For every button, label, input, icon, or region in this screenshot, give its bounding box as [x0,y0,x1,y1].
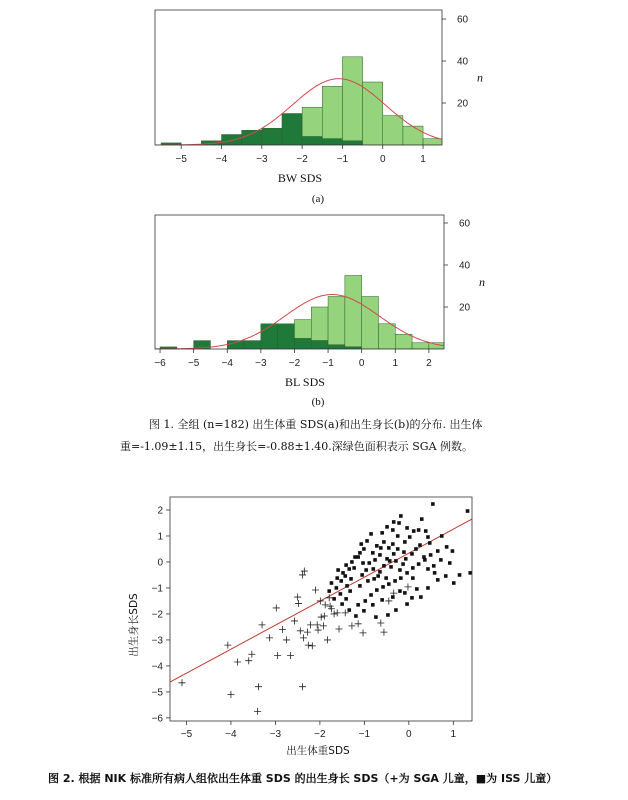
histogram-bw-sds [155,10,483,205]
scatter-point-square [354,614,358,618]
scatter-point-square [364,568,368,572]
scatter-point-plus [255,683,262,690]
scatter-point-square [345,584,349,588]
y-axis-title: 出生身长SDS [128,593,140,657]
scatter-point-square [367,561,371,565]
scatter-point-plus [304,629,311,636]
scatter-point-square [371,603,375,607]
scatter-point-square [396,534,400,538]
scatter-point-square [344,597,348,601]
scatter-point-square [389,565,393,569]
scatter-point-square [423,558,427,562]
histogram-bar-sga [342,141,362,145]
scatter-point-square [399,514,403,518]
scatter-point-square [369,593,373,597]
histogram-bar [322,86,342,138]
scatter-point-square [382,564,386,568]
y-tick-label: 60 [457,14,469,26]
histogram-bar [363,82,383,145]
scatter-point-square [412,529,416,533]
scatter-point-square [401,562,405,566]
scatter-point-plus [380,629,387,636]
scatter-point-square [361,561,365,565]
scatter-point-square [371,567,375,571]
scatter-point-square [387,546,391,550]
scatter-point-plus [318,614,325,621]
scatter-points [170,502,472,715]
x-tick-label: 0 [358,358,365,369]
histogram-bar-sga [244,341,261,349]
scatter-point-square [436,549,440,553]
panel-label: (b) [311,396,325,408]
x-tick-label: −4 [221,358,233,369]
scatter-point-plus [283,636,290,643]
scatter-point-square [350,560,354,564]
scatter-point-plus [307,621,314,628]
y-tick-label: 60 [459,218,471,230]
scatter-bw-vs-bl [127,497,472,757]
scatter-point-square [366,579,370,583]
scatter-point-plus [336,626,343,633]
x-tick-label: 1 [450,729,457,740]
scatter-point-square [398,589,402,593]
scatter-point-plus [324,636,331,643]
scatter-point-square [392,520,396,524]
scatter-point-square [411,566,415,570]
scatter-point-square [444,574,448,578]
histogram-bar-sga [222,135,242,145]
scatter-point-plus [274,652,281,659]
scatter-point-plus [377,620,384,627]
figure1-caption-line2: 重=-1.09±1.15，出生身长=-0.88±1.40.深绿色面积表示 SGA 例数。 [120,440,474,453]
scatter-point-plus [179,679,186,686]
histogram-bar [311,307,328,341]
scatter-point-plus [295,600,302,607]
histogram-bar [342,57,362,141]
scatter-point-square [385,525,389,529]
scatter-point-square [341,571,345,575]
scatter-point-square [404,557,408,561]
scatter-point-square [391,542,395,546]
scatter-point-plus [305,642,312,649]
y-axis-title: n [477,70,483,85]
scatter-point-plus [297,627,304,634]
scatter-point-square [405,571,409,575]
scatter-point-square [372,577,376,581]
scatter-point-plus [294,594,301,601]
histogram-bar [403,126,423,145]
scatter-point-square [426,586,430,590]
y-tick-label: 0 [157,557,163,569]
scatter-point-square [420,517,424,521]
scatter-point-square [376,574,380,578]
x-tick-label: −5 [187,358,200,369]
scatter-point-square [405,526,409,530]
scatter-point-square [391,595,395,599]
x-tick-label: −2 [314,729,326,740]
x-tick-label: −4 [215,154,228,165]
scatter-point-square [343,574,347,578]
scatter-point-plus [348,622,355,629]
y-tick-label: −4 [151,661,163,673]
scatter-point-plus [404,583,411,590]
histogram-bar [345,275,362,346]
scatter-point-plus [317,597,324,604]
histogram-bar-sga [242,130,262,145]
panel-label: (a) [311,193,325,205]
scatter-point-square [394,608,398,612]
scatter-point-square [429,553,433,557]
scatter-point-square [375,588,379,592]
scatter-point-square [356,555,360,559]
scatter-point-square [403,591,407,595]
scatter-point-square [439,558,443,562]
scatter-point-square [347,608,351,612]
y-tick-label: 2 [157,505,163,517]
scatter-point-square [387,582,391,586]
scatter-point-square [352,566,356,570]
scatter-point-square [445,545,449,549]
figure2-caption: 图 2. 根据 NIK 标准所有病人组依出生体重 SDS 的出生身长 SDS（+为 SGA 儿童，■为 ISS 儿童） [48,772,558,785]
histogram-bar [378,324,395,349]
scatter-point-square [414,547,418,551]
histogram-bar [362,296,379,349]
x-tick-label: −2 [296,154,308,165]
x-tick-label: −1 [336,154,349,165]
scatter-point-square [451,549,455,553]
scatter-point-square [363,599,367,603]
scatter-point-plus [326,594,333,601]
scatter-point-square [410,596,414,600]
x-tick-label: 2 [426,358,432,369]
scatter-point-plus [314,621,321,628]
scatter-point-square [336,568,340,572]
x-axis-title: 出生体重SDS [286,745,350,757]
scatter-point-plus [300,634,307,641]
y-tick-label: −3 [151,635,163,647]
scatter-point-square [382,540,386,544]
y-axis-title: n [479,275,485,289]
scatter-point-square [399,576,403,580]
x-tick-label: −3 [269,729,282,740]
scatter-point-square [415,587,419,591]
scatter-point-square [362,547,366,551]
figure1-caption-line1: 图 1. 全组 (n=182) 出生体重 SDS(a)和出生身长(b)的分布. 出生体 [149,418,483,431]
scatter-point-square [394,559,398,563]
histogram-bar [302,107,322,136]
scatter-point-plus [360,629,367,636]
x-tick-label: −2 [288,358,301,369]
y-tick-label: 40 [457,56,469,68]
scatter-point-square [403,540,407,544]
scatter-point-square [374,615,378,619]
scatter-point-plus [312,587,319,594]
scatter-point-square [424,529,428,533]
histogram-bar-sga [311,341,328,349]
y-tick-label: 20 [459,302,471,314]
scatter-point-square [358,584,362,588]
histogram-bar [395,334,412,349]
scatter-point-plus [334,609,341,616]
histogram-bar-sga [262,128,282,145]
scatter-point-square [369,532,373,536]
scatter-point-square [344,563,348,567]
scatter-point-square [402,550,406,554]
scatter-point-plus [355,620,362,627]
scatter-point-square [371,551,375,555]
x-tick-label: −3 [255,358,267,369]
scatter-point-square [378,570,382,574]
scatter-point-plus [321,613,328,620]
scatter-point-plus [299,683,306,690]
scatter-point-square [396,547,400,551]
scatter-point-square [418,543,422,547]
scatter-point-square [335,586,339,590]
scatter-point-square [378,553,382,557]
scatter-point-square [393,579,397,583]
y-tick-label: −2 [151,609,163,621]
histogram-bar-sga [282,114,302,145]
scatter-point-square [339,579,343,583]
scatter-point-square [410,552,414,556]
scatter-point-plus [299,571,306,578]
y-tick-label: −5 [151,687,163,699]
x-axis-title: BL SDS [285,375,325,389]
scatter-point-square [375,544,379,548]
scatter-point-square [436,578,440,582]
scatter-point-square [417,528,421,532]
scatter-point-square [431,502,435,506]
scatter-point-square [392,552,396,556]
y-tick-label: 20 [457,98,469,110]
scatter-point-square [349,577,353,581]
scatter-point-square [417,562,421,566]
y-tick-label: 1 [157,531,163,543]
histogram-bars [155,275,446,349]
scatter-point-plus [322,601,329,608]
y-tick-label: 40 [459,260,471,272]
scatter-point-square [339,592,343,596]
scatter-point-square [365,539,369,543]
scatter-point-plus [248,651,255,658]
scatter-point-plus [273,604,280,611]
scatter-point-plus [287,652,294,659]
scatter-point-square [458,573,462,577]
scatter-point-plus [309,642,316,649]
y-tick-label: −1 [151,583,163,595]
scatter-point-square [426,535,430,539]
scatter-point-square [419,595,423,599]
scatter-point-square [335,576,339,580]
scatter-point-square [398,568,402,572]
x-tick-label: 0 [379,154,386,165]
histogram-bar-sga [322,139,342,145]
scatter-point-plus [266,634,273,641]
x-tick-label: −5 [175,154,187,165]
scatter-point-square [353,555,357,559]
x-tick-label: 0 [406,729,412,740]
histogram-bar [412,343,429,349]
scatter-point-plus [291,617,298,624]
scatter-point-square [448,561,452,565]
scatter-point-square [391,528,395,532]
scatter-point-square [327,589,331,593]
scatter-point-plus [254,708,261,715]
scatter-point-square [468,571,472,575]
scatter-point-plus [279,626,286,633]
scatter-point-plus [234,659,241,666]
scatter-point-square [360,573,364,577]
x-axis-title: BW SDS [277,171,323,185]
histogram-bar [294,320,311,339]
scatter-point-square [330,581,334,585]
scatter-point-square [358,551,362,555]
scatter-point-square [362,609,366,613]
scatter-point-square [380,531,384,535]
scatter-point-plus [259,621,266,628]
scatter-point-square [452,581,456,585]
histogram-bar-sga [328,345,345,349]
x-tick-label: 1 [420,154,426,165]
scatter-point-square [405,602,409,606]
x-tick-label: −3 [256,154,268,165]
x-tick-label: −4 [225,729,237,740]
scatter-point-plus [224,642,231,649]
scatter-point-square [381,585,385,589]
scatter-point-square [380,598,384,602]
histogram-bar [383,116,403,145]
scatter-point-square [386,613,390,617]
scatter-point-square [340,602,344,606]
scatter-point-square [397,521,401,525]
scatter-point-square [359,542,363,546]
histogram-bar-sga [261,324,278,349]
scatter-point-square [408,535,412,539]
histogram-bar-sga [294,338,311,349]
histogram-bl-sds [154,215,485,408]
scatter-point-square [373,558,377,562]
scatter-point-square [466,509,470,513]
scatter-point-square [379,546,383,550]
scatter-point-square [428,541,432,545]
scatter-point-square [426,567,430,571]
histogram-bar-sga [278,324,295,349]
scatter-point-square [356,603,360,607]
scatter-point-plus [245,657,252,664]
x-tick-label: −1 [358,729,371,740]
x-tick-label: −1 [322,358,334,369]
scatter-point-square [347,567,351,571]
scatter-point-square [432,564,436,568]
scatter-point-plus [315,627,322,634]
scatter-point-square [411,576,415,580]
scatter-point-plus [320,622,327,629]
histogram-bar-sga [302,137,322,145]
scatter-point-square [332,597,336,601]
scatter-point-square [388,559,392,563]
scatter-point-square [348,589,352,593]
x-tick-label: 1 [392,358,399,369]
y-tick-label: −6 [151,713,163,725]
scatter-point-plus [227,691,234,698]
histogram-bars [155,57,443,145]
scatter-point-plus [301,568,308,575]
x-tick-label: −5 [180,729,193,740]
scatter-point-square [440,534,444,538]
histogram-bar [328,296,345,344]
scatter-point-square [433,571,437,575]
scatter-point-square [384,576,388,580]
x-tick-label: −6 [154,358,166,369]
histogram-bar [423,139,443,145]
